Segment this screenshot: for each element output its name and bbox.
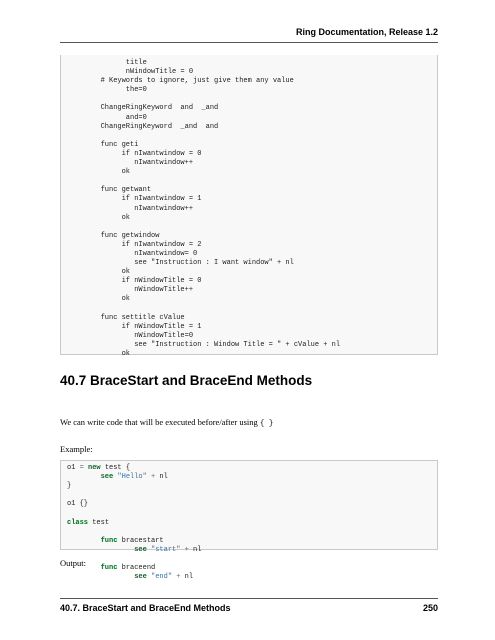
code-line: nWindowTitle=0 <box>67 331 194 340</box>
code-line: if nIwantwindow = 2 <box>67 240 202 249</box>
code-line: func getwant <box>67 186 152 195</box>
code-line: title <box>67 59 147 67</box>
code-line: # Keywords to ignore, just give them any value <box>67 77 294 86</box>
code-line: if nWindowTitle = 1 <box>67 322 202 331</box>
paragraph-intro <box>60 417 273 428</box>
code-line: see "Hello" + nl <box>100 473 168 482</box>
code-line-blank <box>67 555 437 564</box>
code-line: see "end" + nl <box>134 573 194 582</box>
code-line: ChangeRingKeyword and _and <box>67 104 219 113</box>
inline-code-braces: { } <box>259 420 274 428</box>
running-header: Ring Documentation, Release 1.2 <box>295 27 438 37</box>
code-line: func braceend <box>100 564 156 573</box>
code-line <box>67 95 437 104</box>
code-line: func bracestart <box>100 536 164 545</box>
code-line: and=0 <box>67 113 147 122</box>
code-line <box>67 177 437 186</box>
code-line: ok <box>67 295 131 304</box>
code-line: } <box>67 482 72 491</box>
code-line: ok <box>67 350 131 358</box>
code-line: see "Instruction : I want window" + nl <box>67 259 294 268</box>
code-line: nWindowTitle++ <box>67 286 194 295</box>
code-line-blank <box>67 528 437 537</box>
code-line: ok <box>67 268 131 277</box>
paragraph-output-label: Output: <box>60 558 86 568</box>
code-line: see "Instruction : Window Title = " + cValue + nl <box>67 340 341 349</box>
code-line: nIwantwindow++ <box>67 204 194 213</box>
header-rule <box>60 42 438 43</box>
section-title: 40.7 BraceStart and BraceEnd Methods <box>60 373 313 388</box>
code-line-blank <box>67 491 437 500</box>
code-line: class test <box>67 518 110 527</box>
code-line: func getwindow <box>67 231 160 240</box>
code-line: if nIwantwindow = 0 <box>67 149 202 158</box>
page-number: 250 <box>422 603 438 613</box>
code-line: if nWindowTitle = 0 <box>67 277 202 286</box>
code-line: func geti <box>67 140 139 149</box>
code-line-blank <box>67 509 437 518</box>
code-line: ok <box>67 213 131 222</box>
code-line <box>67 132 437 141</box>
code-line: o1 {} <box>67 500 89 509</box>
code-line: ChangeRingKeyword _and and <box>67 122 219 131</box>
code-line: nIwantwindow= 0 <box>67 249 198 258</box>
code-line: func settitle cValue <box>67 313 185 322</box>
code-line: nWindowTitle = 0 <box>67 68 194 77</box>
running-footer <box>60 603 438 613</box>
code-line <box>67 305 437 314</box>
code-line: o1 = new test { <box>67 464 131 472</box>
code-line: nIwantwindow++ <box>67 159 194 168</box>
footer-rule <box>60 598 438 599</box>
paragraph-example-label: Example: <box>60 444 93 454</box>
code-line: see "start" + nl <box>134 545 202 554</box>
code-line: if nIwantwindow = 1 <box>67 195 202 204</box>
code-line: ok <box>67 168 131 177</box>
code-line <box>67 223 437 232</box>
code-line: the=0 <box>67 86 147 95</box>
footer-section: 40.7. BraceStart and BraceEnd Methods <box>60 603 231 613</box>
code-block-1 <box>60 55 438 358</box>
paragraph-intro-text: We can write code that will be executed before/after using <box>60 417 258 427</box>
